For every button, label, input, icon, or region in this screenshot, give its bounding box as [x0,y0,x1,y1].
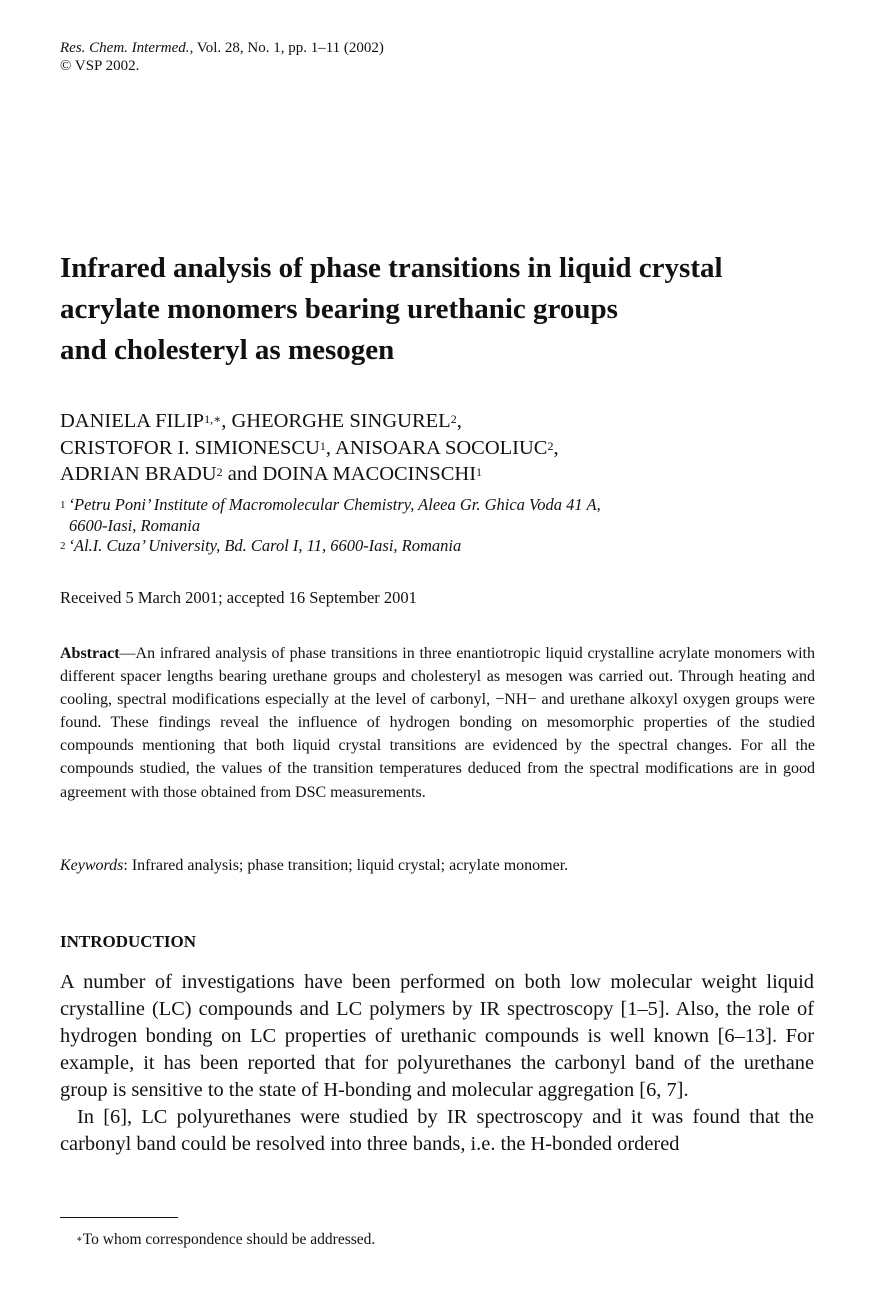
affiliation-mark: 2 [60,540,66,552]
abstract-text: —An infrared analysis of phase transitions in three enantiotropic liquid crystalline acrylate monomers with different spacer lengths bearing urethane groups and cholesteryl as mesogen was carried out. Through heating and cooling, spectral modifications especially at the level of carbonyl, −NH− and urethane alkoxyl oxygen groups were found. These findings reveal the influence of hydrogen bonding on mesomorphic properties of the studied compounds mentioning that both liquid crystal transitions are evidenced by the spectral changes. For all the compounds studied, the values of the transition temperatures deduced from the spectral modifications are in good agreement with those obtained from DSC measurements. [60,645,815,801]
author-name: , GHEORGHE SINGUREL [221,410,451,432]
footnote-mark: ∗ [76,1234,83,1245]
footnote-text: To whom correspondence should be addressed. [82,1231,376,1248]
abstract [60,642,815,804]
title-line-3: and cholesteryl as mesogen [60,334,395,366]
affiliation-1: $^1$ ‘Petru Poni’ Institute of Macromolecular Chemistry, Aleea Gr. Ghica Voda 41 A, [60,495,601,514]
paragraph: A number of investigations have been performed on both low molecular weight liquid crystalline (LC) compounds and LC polymers by IR spectroscopy [1–5]. Also, the role of hydrogen bonding on LC properties of urethanic compounds is well known [6–13]. For example, it has been reported that for polyurethanes the carbonyl band of the urethane group is sensitive to the state of H-bonding and molecular aggregation [6, 7]. [60,971,814,1101]
author-name: CRISTOFOR I. SIMIONESCU [60,436,320,459]
author-line-1 [60,408,559,435]
journal-details: , Vol. 28, No. 1, pp. 1–11 (2002) [189,40,384,56]
footnote [76,1230,375,1250]
paper-title [60,248,820,371]
author-list [60,408,559,488]
affiliations [60,495,601,557]
author-name: and DOINA MACOCINSCHI [222,463,477,485]
author-separator: , [553,436,559,459]
received-dates: Received 5 March 2001; accepted 16 September 2001 [60,588,417,607]
author-affil-mark: 2 [547,438,554,453]
keywords-label: Keywords [60,857,124,874]
section-heading-introduction: INTRODUCTION [60,932,197,951]
keywords-text: : Infrared analysis; phase transition; liquid crystal; acrylate monomer. [123,857,569,874]
copyright: © VSP 2002. [60,58,140,74]
journal-citation [60,40,384,56]
author-affil-mark: 1,∗ [204,412,222,426]
journal-header [60,39,384,75]
abstract-label: Abstract [60,645,120,662]
journal-name: Res. Chem. Intermed. [60,40,190,56]
author-affil-mark: 2 [216,465,223,479]
title-line-2: acrylate monomers bearing urethanic groups [60,293,618,325]
author-line-3 [60,461,559,488]
author-separator: , [456,410,462,432]
author-name: ADRIAN BRADU [60,463,217,485]
affiliation-1-continued: 6600-Iasi, Romania [69,515,201,535]
footnote-rule [60,1217,178,1218]
author-affil-mark: 2 [450,412,457,426]
author-affil-mark: 1 [319,438,326,453]
author-name: DANIELA FILIP [60,410,205,432]
author-line-2 [60,435,559,462]
introduction-body [60,969,814,1158]
author-affil-mark: 1 [476,465,483,479]
affiliation-2: $^2$ ‘Al.I. Cuza’ University, Bd. Carol I, 11, 6600-Iasi, Romania [60,536,462,555]
paragraph: In [6], LC polyurethanes were studied by IR spectroscopy and it was found that the carbonyl band could be resolved into three bands, i.e. the H-bonded ordered [60,1106,814,1155]
affiliation-mark: 1 [60,499,66,511]
title-line-1: Infrared analysis of phase transitions in liquid crystal [60,252,723,284]
author-name: , ANISOARA SOCOLIUC [325,436,548,459]
keywords [60,856,568,876]
